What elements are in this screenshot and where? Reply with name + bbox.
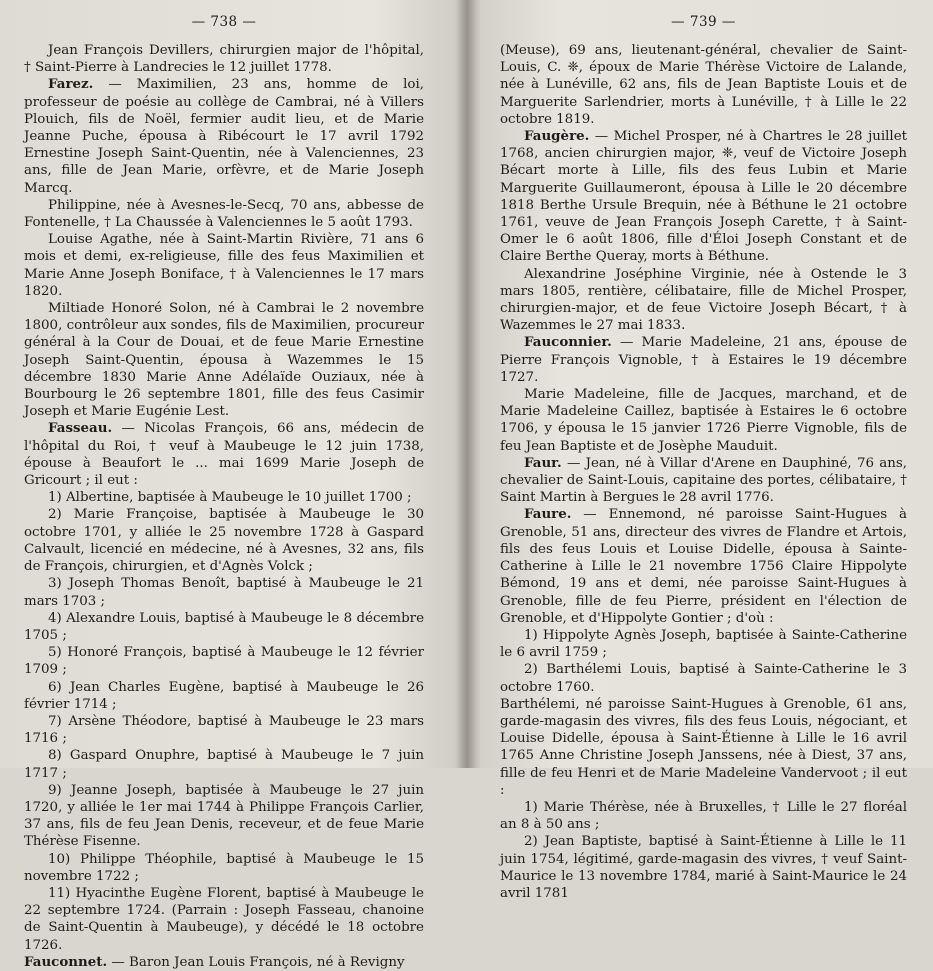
family-name-heading: Faugère.	[524, 128, 590, 145]
family-name-heading: Farez.	[48, 76, 94, 93]
book-gutter	[455, 0, 481, 768]
page-number: — 739 —	[671, 14, 736, 30]
list-item: 8) Gaspard Onuphre, baptisé à Maubeuge le 7 juin 1717 ;	[24, 748, 424, 781]
paragraph: Faur. — Jean, né à Villar d'Arene en Dauphiné, 76 ans, chevalier de Saint-Louis, capitaine des portes, célibataire, † Saint Martin à Bergues le 28 avril 1776.	[500, 454, 907, 506]
paragraph: Jean François Devillers, chirurgien major de l'hôpital, † Saint-Pierre à Landrecies le 12 juillet 1778.	[24, 43, 424, 76]
list-item: 1) Marie Thérèse, née à Bruxelles, † Lille le 27 floréal an 8 à 50 ans ;	[500, 799, 907, 833]
list-item: 9) Jeanne Joseph, baptisée à Maubeuge le 27 juin 1720, y alliée le 1er mai 1744 à Philippe François Carlier, 37 ans, fils de feu Jean Denis, receveur, et de feue Marie Thérèse Fisenne.	[24, 782, 424, 850]
family-name-heading: Faure.	[524, 506, 572, 523]
list-item: 5) Honoré François, baptisé à Maubeuge le 12 février 1709 ;	[24, 645, 424, 678]
paragraph: Philippine, née à Avesnes-le-Secq, 70 ans, abbesse de Fontenelle, † La Chaussée à Valenciennes le 5 août 1793.	[24, 197, 424, 231]
paragraph: Faugère. — Michel Prosper, né à Chartres le 28 juillet 1768, ancien chirurgien major, ❈, veuf de Victoire Joseph Bécart morte à Lille, fils des feus Lubin et Marie Marguerite Guillaumeront, épousa à Lille le 20 décembre 1818 Berthe Ursule Brequin, née à Béthune le 21 octobre 1761, veuve de Jean François Joseph Carette, † à Saint-Omer le 6 août 1806, fille d'Éloi Joseph Constant et de Claire Berthe Queray, morts à Béthune.	[500, 128, 907, 265]
list-item: 2) Marie Françoise, baptisée à Maubeuge le 30 octobre 1701, y alliée le 25 novembre 1728 à Gaspard Calvault, licencié en médecine, né à Avesnes, 32 ans, fils de François, chirurgien, et d'Agnès Volck ;	[24, 507, 424, 575]
left-page	[24, 12, 424, 970]
list-item: 2) Barthélemi Louis, baptisé à Sainte-Catherine le 3 octobre 1760.	[500, 662, 907, 695]
paragraph: Fauconnier. — Marie Madeleine, 21 ans, épouse de Pierre François Vignoble, † à Estaires le 19 décembre 1727.	[500, 334, 907, 385]
page-number: — 738 —	[191, 14, 257, 30]
family-name-heading: Fasseau.	[48, 420, 113, 437]
list-item: 2) Jean Baptiste, baptisé à Saint-Étienne à Lille le 11 juin 1754, légitimé, garde-magasin des vivres, † veuf Saint-Maurice le 13 novembre 1784, marié à Saint-Maurice le 24 avril 1781	[500, 834, 907, 901]
list-item: 10) Philippe Théophile, baptisé à Maubeuge le 15 novembre 1722 ;	[24, 851, 424, 884]
paragraph: Fauconnet. — Baron Jean Louis François, né à Revigny	[24, 953, 405, 970]
paragraph: Miltiade Honoré Solon, né à Cambrai le 2 novembre 1800, contrôleur aux sondes, fils de Maximilien, procureur général à la Cour de Douai, et de feue Marie Ernestine Joseph Saint-Quentin, épousa à Wazemmes le 15 décembre 1830 Marie Anne Adélaïde Ouziaux, née à Bourbourg le 26 septembre 1801, fille des feus Casimir Joseph et Marie Eugénie Lest.	[24, 301, 424, 420]
paragraph: Barthélemi, né paroisse Saint-Hugues à Grenoble, 61 ans, garde-magasin des vivres, fils des feus Louis, négociant, et Louise Didelle, épousa à Saint-Étienne à Lille le 16 avril 1765 Anne Christine Joseph Janssens, née à Diest, 37 ans, fille de feu Henri et de Marie Madeleine Vandervoot ; il eut :	[500, 696, 907, 798]
paragraph: Marie Madeleine, fille de Jacques, marchand, et de Marie Madeleine Caillez, baptisée à Estaires le 6 octobre 1706, y épousa le 15 janvier 1726 Pierre Vignoble, fils de feu Jean Baptiste et de Josèphe Mauduit.	[500, 387, 907, 454]
list-item: 6) Jean Charles Eugène, baptisé à Maubeuge le 26 février 1714 ;	[24, 679, 424, 712]
paragraph: Faure. — Ennemond, né paroisse Saint-Hugues à Grenoble, 51 ans, directeur des vivres de Flandre et Artois, fils des feus Louis et Louise Didelle, épousa à Sainte-Catherine à Lille le 21 novembre 1756 Claire Hippolyte Bémond, 19 ans et demi, née paroisse Saint-Hugues à Grenoble, fille de feu Pierre, président en l'élection de Grenoble, et d'Hippolyte Gontier ; d'où :	[500, 506, 907, 626]
family-name-heading: Fauconnet.	[24, 953, 108, 970]
list-item: 1) Hippolyte Agnès Joseph, baptisée à Sainte-Catherine le 6 avril 1759 ;	[500, 627, 907, 661]
list-item: 4) Alexandre Louis, baptisé à Maubeuge le 8 décembre 1705 ;	[24, 610, 424, 643]
paragraph: Louise Agathe, née à Saint-Martin Rivière, 71 ans 6 mois et demi, ex-religieuse, fille des feus Maximilien et Marie Anne Joseph Boniface, † à Valenciennes le 17 mars 1820.	[24, 232, 424, 299]
right-page	[500, 12, 907, 901]
paragraph: Farez. — Maximilien, 23 ans, homme de loi, professeur de poésie au collège de Cambrai, né à Villers Plouich, fils de Noël, fermier audit lieu, et de Marie Jeanne Puche, épousa à Ribécourt le 17 avril 1792 Ernestine Joseph Saint-Quentin, née à Valenciennes, 23 ans, fille de Jean Marie, orfèvre, et de Marie Joseph Marcq.	[24, 76, 424, 196]
family-name-heading: Faur.	[524, 454, 562, 471]
family-name-heading: Fauconnier.	[524, 334, 612, 351]
list-item: 11) Hyacinthe Eugène Florent, baptisé à Maubeuge le 22 septembre 1724. (Parrain : Joseph Fasseau, chanoine de Saint-Quentin à Maubeuge), y décédé le 18 octobre 1726.	[24, 885, 424, 953]
paragraph: Fasseau. — Nicolas François, 66 ans, médecin de l'hôpital du Roi, † veuf à Maubeuge le 12 juin 1738, épouse à Beaufort le ... mai 1699 Marie Joseph de Gricourt ; il eut :	[24, 420, 424, 489]
list-item: 1) Albertine, baptisée à Maubeuge le 10 juillet 1700 ;	[48, 490, 412, 506]
paragraph: Alexandrine Joséphine Virginie, née à Ostende le 3 mars 1805, rentière, célibataire, fille de Michel Prosper, chirurgien-major, et de feue Victoire Joseph Bécart, † à Wazemmes le 27 mai 1833.	[500, 266, 907, 334]
list-item: 3) Joseph Thomas Benoît, baptisé à Maubeuge le 21 mars 1703 ;	[24, 576, 424, 609]
list-item: 7) Arsène Théodore, baptisé à Maubeuge le 23 mars 1716 ;	[24, 713, 424, 747]
paragraph: (Meuse), 69 ans, lieutenant-général, chevalier de Saint-Louis, C. ❈, époux de Marie Thérèse Victoire de Lalande, née à Lunéville, 62 ans, fils de Jean Baptiste Louis et de Marguerite Sarlendrier, morts à Lunéville, † à Lille le 22 octobre 1819.	[500, 43, 907, 127]
